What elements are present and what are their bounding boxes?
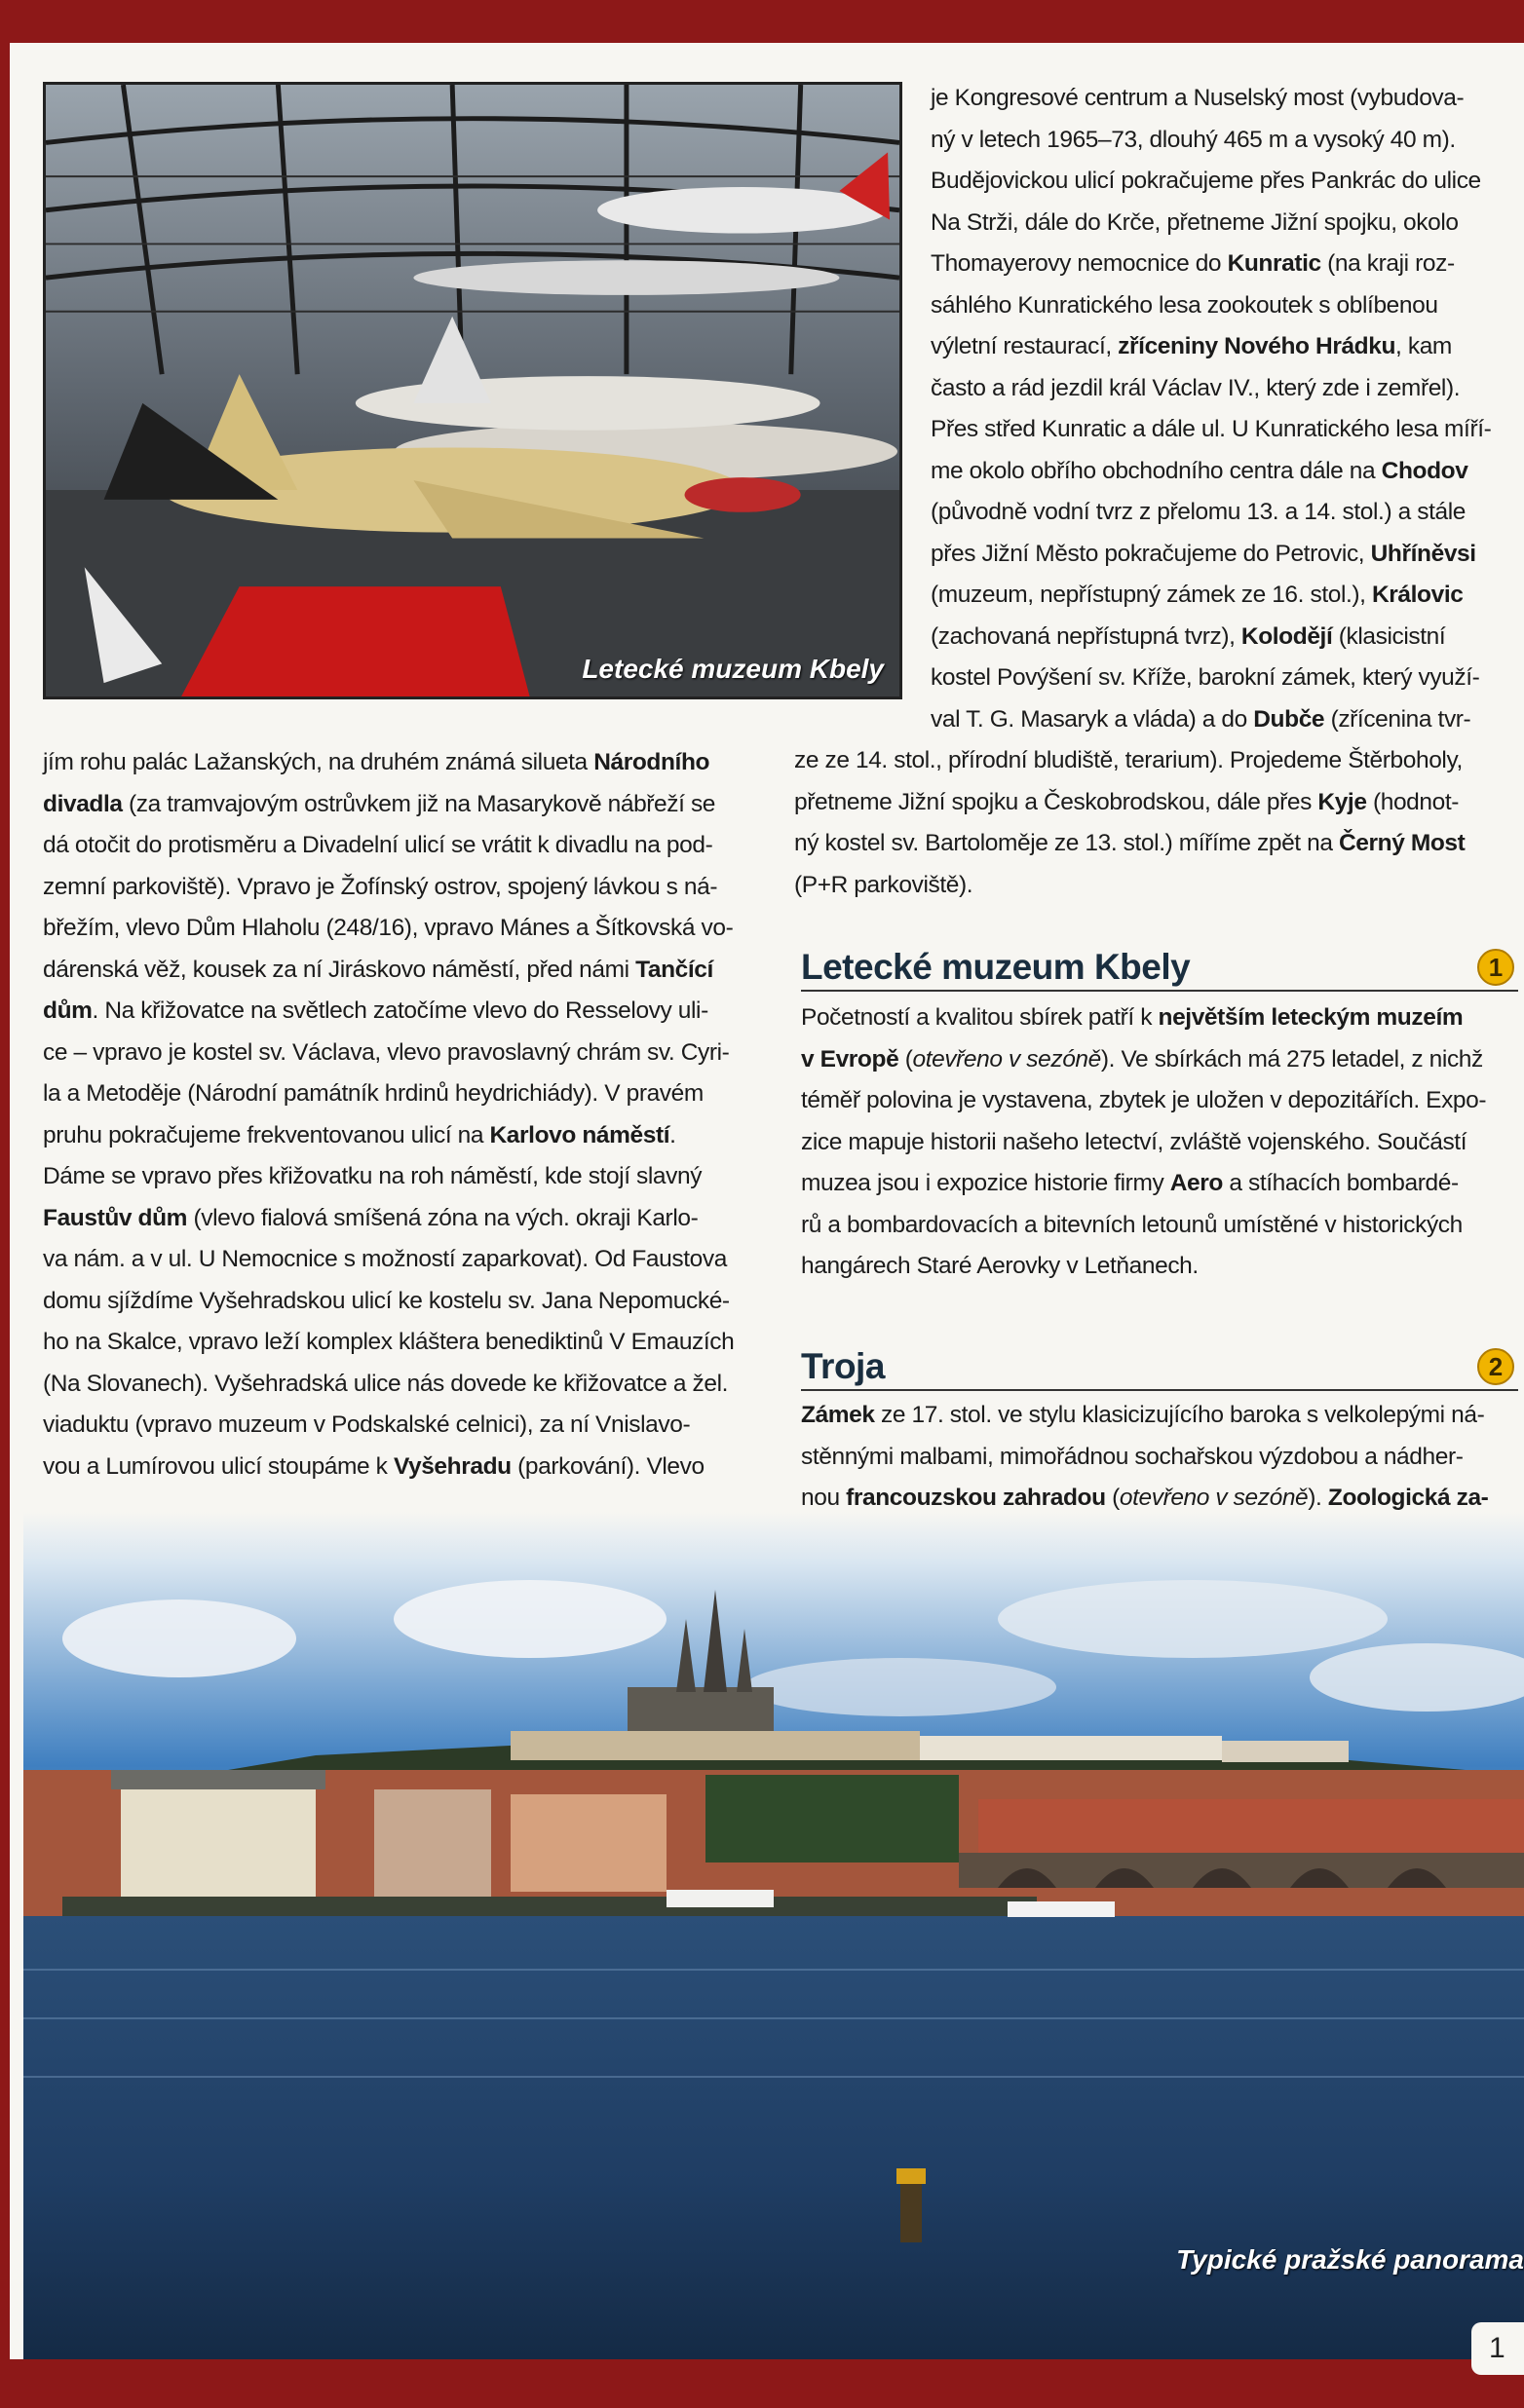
place-uhrineves: Uhříněvsi: [1370, 540, 1476, 567]
text-line: domu sjíždíme Vyšehradskou ulicí ke kostelu sv. Jana Nepomucké-: [43, 1287, 730, 1314]
section-title: Troja: [801, 1346, 885, 1386]
text-line: hangárech Staré Aerovky v Letňanech.: [801, 1253, 1199, 1279]
text-line: pruhu pokračujeme frekventovanou ulicí na Karlovo náměstí.: [43, 1121, 676, 1148]
panorama-caption: Typické pražské panorama: [1176, 2244, 1524, 2275]
left-column-text: [43, 742, 776, 1487]
text-line: zemní parkoviště). Vpravo je Žofínský ostrov, spojený lávkou s ná-: [43, 873, 718, 900]
page-frame-bottom: [0, 2359, 1524, 2408]
text-line: je Kongresové centrum a Nuselský most (vybudova-: [931, 85, 1465, 111]
text-line: výletní restaurací, zříceniny Nového Hrádku, kam: [931, 333, 1452, 359]
place-narodni-divadlo: Národního: [593, 749, 710, 775]
page-frame-left: [0, 0, 10, 2408]
text-line: zice mapuje historii našeho letectví, zvláště vojenského. Součástí: [801, 1128, 1467, 1155]
text-line: me okolo obřího obchodního centra dále na Chodov: [931, 457, 1468, 484]
text-line: Budějovickou ulicí pokračujeme přes Pankrác do ulice: [931, 168, 1481, 194]
text-line: Na Strži, dále do Krče, přetneme Jižní spojku, okolo: [931, 208, 1459, 236]
page: [10, 43, 1524, 2359]
section-body-troja: [801, 1395, 1518, 1520]
place-kralovice: Královic: [1371, 582, 1464, 608]
place-kolodeje: Kolodějí: [1240, 622, 1333, 650]
section-heading-kbely: [801, 943, 1518, 992]
text-line: (zachovaná nepřístupná tvrz), Kolodějí (klasicistní: [931, 622, 1446, 650]
text-line: Přes střed Kunratic a dále ul. U Kunratického lesa míří-: [931, 416, 1492, 442]
text-line: ze ze 14. stol., přírodní bludiště, terarium). Projedeme Štěrboholy,: [794, 747, 1463, 773]
text-line: val T. G. Masaryk a vláda) a do Dubče (zřícenina tvr-: [931, 705, 1471, 733]
text-line: (P+R parkoviště).: [794, 871, 973, 898]
place-dubec: Dubče: [1253, 705, 1325, 733]
text-line: muzea jsou i expozice historie firmy Aero a stíhacích bombardé-: [801, 1170, 1459, 1196]
text-line: va nám. a v ul. U Nemocnice s možností zaparkovat). Od Faustova: [43, 1246, 727, 1272]
place-tancici-dum: Tančící: [635, 956, 713, 983]
text-line: ný kostel sv. Bartoloměje ze 13. stol.) míříme zpět na Černý Most: [794, 830, 1466, 856]
place-cerny-most: Černý Most: [1338, 830, 1466, 856]
text-line: dá otočit do protisměru a Divadelní ulicí se vrátit k divadlu na pod-: [43, 832, 713, 858]
prague-skyline-illustration: [23, 1512, 1524, 2359]
museum-photo: [43, 82, 902, 699]
text-line: kostel Povýšení sv. Kříže, barokní zámek, který využí-: [931, 664, 1480, 691]
section-title: Letecké muzeum Kbely: [801, 947, 1191, 987]
text-line: sáhlého Kunratického lesa zookoutek s oblíbenou: [931, 291, 1438, 319]
text-line: Dáme se vpravo přes křižovatku na roh náměstí, kde stojí slavný: [43, 1163, 703, 1189]
text-line: jím rohu palác Lažanských, na druhém známá silueta Národního: [43, 749, 710, 775]
text-line: (Na Slovanech). Vyšehradská ulice nás dovede ke křižovatce a žel.: [43, 1370, 729, 1397]
text-line: (původně vodní tvrz z přelomu 13. a 14. stol.) a stále: [931, 499, 1467, 525]
text-line: břežím, vlevo Dům Hlaholu (248/16), vpravo Mánes a Šítkovská vo-: [43, 915, 734, 941]
text-line: rů a bombardovacích a bitevních letounů umístěné v historických: [801, 1211, 1463, 1238]
page-number: 1: [1471, 2322, 1524, 2375]
text-line: (muzeum, nepřístupný zámek ze 16. stol.), Královic: [931, 582, 1464, 608]
text-line: přes Jižní Město pokračujeme do Petrovic, Uhříněvsi: [931, 540, 1476, 567]
text-line: Početností a kvalitou sbírek patří k největším leteckým muzeím: [801, 1004, 1464, 1031]
right-column-text: [931, 78, 1515, 740]
text-line: v Evropě (otevřeno v sezóně). Ve sbírkách má 275 letadel, z nichž: [801, 1045, 1483, 1072]
place-vysehrad: Vyšehradu: [393, 1452, 512, 1480]
text-line: Faustův dům (vlevo fialová smíšená zóna na vých. okraji Karlo-: [43, 1204, 699, 1231]
text-line: divadla (za tramvajovým ostrůvkem již na Masarykově nábřeží se: [43, 790, 716, 817]
section-heading-troja: [801, 1342, 1518, 1391]
section-number-badge: 1: [1477, 949, 1514, 986]
place-karlovo-namesti: Karlovo náměstí: [489, 1121, 670, 1148]
text-line: la a Metoděje (Národní památník hrdinů heydrichiády). V pravém: [43, 1080, 704, 1107]
text-line: Thomayerovy nemocnice do Kunratic (na kraji roz-: [931, 250, 1455, 277]
text-line: přetneme Jižní spojku a Českobrodskou, dále přes Kyje (hodnot-: [794, 788, 1460, 815]
section-number-badge: 2: [1477, 1348, 1514, 1385]
text-line: viaduktu (vpravo muzeum v Podskalské celnici), za ní Vnislavo-: [43, 1411, 691, 1438]
right-column-continuation: [794, 740, 1515, 906]
text-line: nou francouzskou zahradou (otevřeno v sezóně). Zoologická za-: [801, 1485, 1489, 1511]
text-line: téměř polovina je vystavena, zbytek je uložen v depozitářích. Expo-: [801, 1087, 1487, 1113]
text-line: Zámek ze 17. stol. ve stylu klasicizujícího baroka s velkolepými ná-: [801, 1402, 1485, 1428]
text-line: vou a Lumírovou ulicí stoupáme k Vyšehradu (parkování). Vlevo: [43, 1452, 705, 1480]
text-line: stěnnými malbami, mimořádnou sochařskou výzdobou a nádher-: [801, 1443, 1464, 1470]
text-line: často a rád jezdil král Václav IV., který zde i zemřel).: [931, 374, 1461, 401]
text-line: dům. Na křižovatce na světlech zatočíme vlevo do Resselovy uli-: [43, 997, 708, 1024]
page-frame-top: [0, 0, 1524, 43]
text-line: ho na Skalce, vpravo leží komplex kláštera benediktinů V Emauzích: [43, 1329, 735, 1355]
place-novy-hradek: zříceniny Nového Hrádku: [1118, 333, 1396, 359]
text-line: ce – vpravo je kostel sv. Václava, vlevo pravoslavný chrám sv. Cyri-: [43, 1038, 730, 1066]
prague-panorama-photo: [23, 1512, 1524, 2359]
section-body-kbely: [801, 997, 1518, 1288]
place-faustuv-dum: Faustův dům: [43, 1204, 188, 1231]
text-line: dárenská věž, kousek za ní Jiráskovo náměstí, před námi Tančící: [43, 956, 713, 983]
place-kyje: Kyje: [1317, 788, 1367, 815]
text-line: ný v letech 1965–73, dlouhý 465 m a vysoký 40 m).: [931, 126, 1456, 153]
place-chodov: Chodov: [1381, 457, 1468, 484]
hangar-illustration: [46, 85, 899, 696]
place-kunratice: Kunratic: [1227, 250, 1321, 277]
museum-photo-caption: Letecké muzeum Kbely: [582, 654, 884, 684]
